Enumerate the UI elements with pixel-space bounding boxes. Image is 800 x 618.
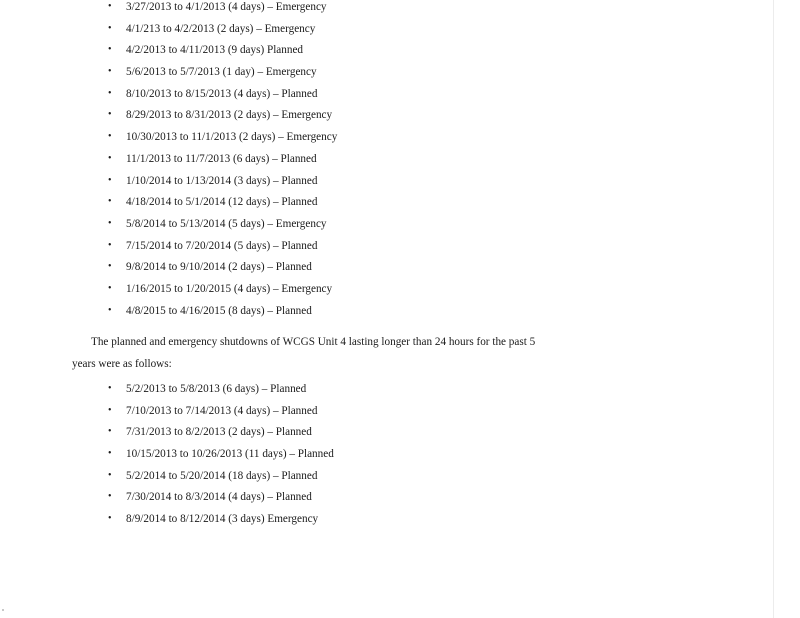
shutdown-entry: 5/8/2014 to 5/13/2014 (5 days) – Emergency — [126, 217, 327, 230]
list-item — [108, 446, 334, 468]
bullet-icon: • — [108, 304, 112, 316]
list-item — [108, 151, 337, 173]
scan-edge-line — [773, 0, 774, 618]
bullet-icon: • — [108, 448, 112, 460]
bullet-icon: • — [108, 491, 112, 503]
shutdown-entry: 7/15/2014 to 7/20/2014 (5 days) – Planned — [126, 239, 318, 252]
list-item — [108, 259, 337, 281]
bullet-icon: • — [108, 66, 112, 78]
list-item — [108, 107, 337, 129]
shutdown-entry: 4/1/213 to 4/2/2013 (2 days) – Emergency — [126, 22, 316, 35]
list-item — [108, 424, 334, 446]
bullet-icon: • — [108, 1, 112, 12]
bullet-icon: • — [108, 131, 112, 143]
list-item — [108, 0, 337, 21]
list-item — [108, 129, 337, 151]
shutdown-entry: 5/2/2014 to 5/20/2014 (18 days) – Planned — [126, 469, 318, 482]
shutdown-entry: 4/8/2015 to 4/16/2015 (8 days) – Planned — [126, 304, 312, 317]
list-item — [108, 86, 337, 108]
bullet-icon: • — [108, 404, 112, 416]
list-item — [108, 468, 334, 490]
bullet-icon: • — [108, 44, 112, 56]
shutdown-entry: 8/9/2014 to 8/12/2014 (3 days) Emergency — [126, 513, 319, 526]
bullet-icon: • — [108, 513, 112, 525]
shutdown-entry: 7/31/2013 to 8/2/2013 (2 days) – Planned — [126, 426, 312, 439]
shutdown-entry: 5/6/2013 to 5/7/2013 (1 day) – Emergency — [126, 66, 317, 79]
shutdown-entry: 3/27/2013 to 4/1/2013 (4 days) – Emergency — [126, 1, 327, 13]
shutdown-entry: 9/8/2014 to 9/10/2014 (2 days) – Planned — [126, 261, 312, 274]
unit4-shutdown-list — [108, 381, 334, 533]
list-item — [108, 64, 337, 86]
shutdown-entry: 8/10/2013 to 8/15/2013 (4 days) – Planned — [126, 87, 318, 100]
bullet-icon: • — [108, 261, 112, 273]
shutdown-entry: 4/2/2013 to 4/11/2013 (9 days) Planned — [126, 44, 304, 57]
list-item — [108, 42, 337, 64]
list-item — [108, 489, 334, 511]
shutdown-entry: 1/16/2015 to 1/20/2015 (4 days) – Emergency — [126, 282, 333, 295]
shutdown-entry: 10/30/2013 to 11/1/2013 (2 days) – Emergency — [126, 131, 338, 144]
list-item — [108, 281, 337, 303]
shutdown-entry: 10/15/2013 to 10/26/2013 (11 days) – Planned — [126, 448, 334, 461]
bullet-icon: • — [108, 87, 112, 99]
bullet-icon: • — [108, 152, 112, 164]
bullet-icon: • — [108, 282, 112, 294]
list-item — [108, 511, 334, 533]
scan-artifact — [2, 609, 4, 611]
list-item — [108, 403, 334, 425]
shutdown-entry: 11/1/2013 to 11/7/2013 (6 days) – Planned — [126, 152, 317, 165]
list-item — [108, 21, 337, 43]
bullet-icon: • — [108, 426, 112, 438]
bullet-icon: • — [108, 109, 112, 121]
bullet-icon: • — [108, 383, 112, 394]
shutdown-entry: 7/30/2014 to 8/3/2014 (4 days) – Planned — [126, 491, 312, 504]
bullet-icon: • — [108, 239, 112, 251]
unit4-intro-paragraph: The planned and emergency shutdowns of WCGS Unit 4 lasting longer than 24 hours for the past 5 years were as follows: — [72, 336, 536, 370]
list-item — [108, 173, 337, 195]
shutdown-entry: 4/18/2014 to 5/1/2014 (12 days) – Planned — [126, 196, 318, 209]
bullet-icon: • — [108, 217, 112, 229]
bullet-icon: • — [108, 196, 112, 208]
shutdown-entry: 1/10/2014 to 1/13/2014 (3 days) – Planned — [126, 174, 318, 187]
list-item — [108, 216, 337, 238]
shutdown-entry: 5/2/2013 to 5/8/2013 (6 days) – Planned — [126, 383, 307, 395]
list-item — [108, 238, 337, 260]
list-item — [108, 381, 334, 403]
shutdown-entry: 8/29/2013 to 8/31/2013 (2 days) – Emergency — [126, 109, 333, 122]
bullet-icon: • — [108, 174, 112, 186]
unit3-shutdown-list — [108, 0, 337, 324]
list-item — [108, 303, 337, 325]
bullet-icon: • — [108, 469, 112, 481]
bullet-icon: • — [108, 22, 112, 34]
shutdown-entry: 7/10/2013 to 7/14/2013 (4 days) – Planned — [126, 404, 318, 417]
list-item — [108, 194, 337, 216]
